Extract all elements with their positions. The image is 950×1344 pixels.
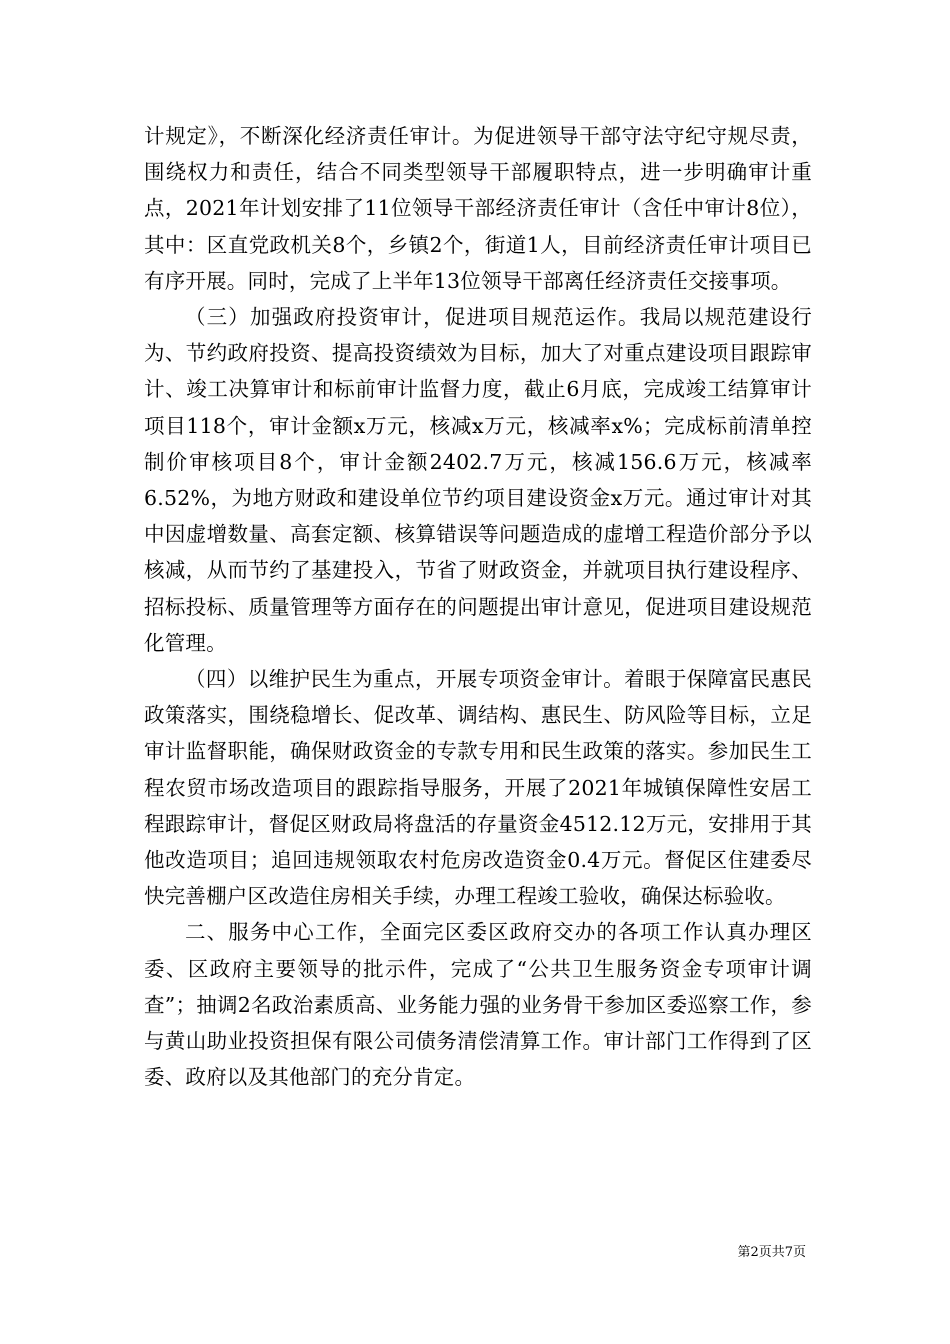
paragraph-special-funds-audit: （四）以维护民生为重点，开展专项资金审计。着眼于保障富民惠民政策落实，围绕稳增长、促改革、调结构、惠民生、防风险等目标，立足审计监督职能，确保财政资金的专款专用和民生政策的落实。参加民生工程农贸市场改造项目的跟踪指导服务，开展了2021年城镇保障性安居工程跟踪审计，督促区财政局将盘活的存量资金4512.12万元，安排用于其他改造项目；追回违规领取农村危房改造资金0.4万元。督促区住建委尽快完善棚户区改造住房相关手续，办理工程竣工验收，确保达标验收。 (144, 667, 812, 909)
page-number: 第2页共7页 (737, 1245, 806, 1260)
paragraph-government-investment-audit: （三）加强政府投资审计，促进项目规范运作。我局以规范建设行为、节约政府投资、提高投资绩效为目标，加大了对重点建设项目跟踪审计、竣工决算审计和标前审计监督力度，截止6月底，完成竣工结算审计项目118个，审计金额x万元，核减x万元，核减率x%；完成标前清单控制价审核项目8个，审计金额2402.7万元，核减156.6万元，核减率6.52%，为地方财政和建设单位节约项目建设资金x万元。通过审计对其中因虚增数量、高套定额、核算错误等问题造成的虚增工程造价部分予以核减，从而节约了基建投入，节省了财政资金，并就项目执行建设程序、招标投标、质量管理等方面存在的问题提出审计意见，促进项目建设规范化管理。 (144, 305, 812, 655)
paragraph-economic-responsibility-audit: 计规定》，不断深化经济责任审计。为促进领导干部守法守纪守规尽责，围绕权力和责任，结合不同类型领导干部履职特点，进一步明确审计重点，2021年计划安排了11位领导干部经济责任审计（含任中审计8位），其中：区直党政机关8个，乡镇2个，街道1人，目前经济责任审计项目已有序开展。同时，完成了上半年13位领导干部离任经济责任交接事项。 (144, 124, 812, 293)
document-body (144, 118, 812, 1095)
paragraph-service-center-work: 二、服务中心工作，全面完区委区政府交办的各项工作认真办理区委、区政府主要领导的批示件，完成了“公共卫生服务资金专项审计调查”；抽调2名政治素质高、业务能力强的业务骨干参加区委巡察工作，参与黄山助业投资担保有限公司债务清偿清算工作。审计部门工作得到了区委、政府以及其他部门的充分肯定。 (144, 920, 812, 1090)
